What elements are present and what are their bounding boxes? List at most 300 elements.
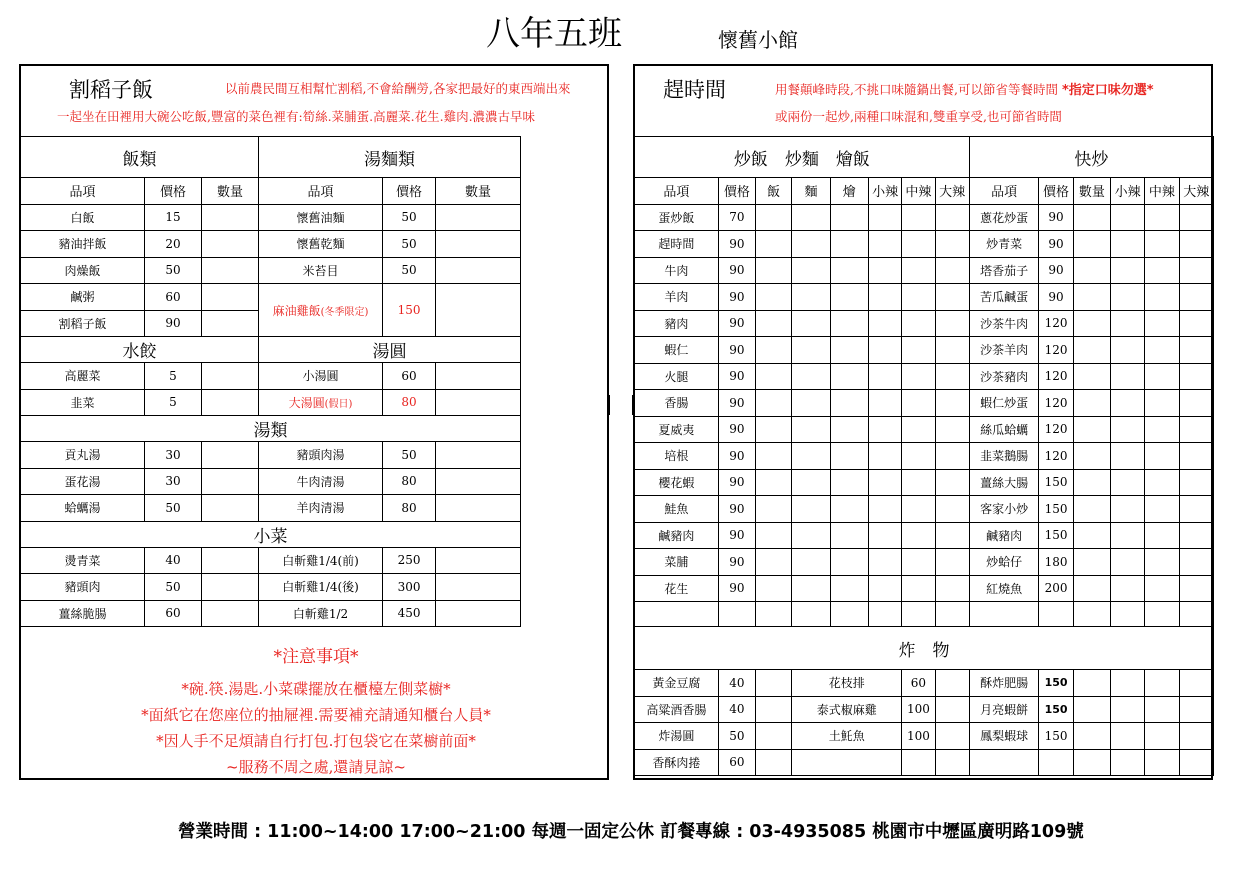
option-cell[interactable] — [792, 257, 830, 284]
option-cell[interactable] — [1145, 390, 1179, 417]
notice-line-4: ~服務不周之處,還請見諒~ — [226, 758, 406, 776]
option-cell[interactable] — [830, 522, 868, 549]
option-cell[interactable] — [792, 204, 830, 231]
item-price: 90 — [718, 390, 755, 417]
option-cell[interactable] — [868, 204, 901, 231]
item-name: 肉燥飯 — [21, 257, 145, 284]
column-header-hot: 大辣 — [935, 178, 969, 205]
option-cell[interactable] — [756, 204, 792, 231]
option-cell[interactable] — [792, 231, 830, 258]
option-cell[interactable] — [1111, 469, 1145, 496]
qty-cell[interactable] — [1111, 723, 1145, 750]
qty-cell[interactable] — [935, 723, 969, 750]
option-cell[interactable] — [1145, 522, 1179, 549]
option-cell[interactable] — [1111, 575, 1145, 602]
item-name: 花生 — [635, 575, 719, 602]
item-price: 300 — [383, 574, 436, 601]
table-row — [21, 137, 521, 178]
qty-cell[interactable] — [1145, 749, 1179, 776]
option-cell[interactable] — [792, 416, 830, 443]
qty-cell[interactable] — [1179, 696, 1213, 723]
item-name: 薑絲大腸 — [969, 469, 1039, 496]
qty-cell[interactable] — [1073, 749, 1110, 776]
option-cell[interactable] — [756, 522, 792, 549]
option-cell[interactable] — [902, 363, 935, 390]
qty-cell[interactable] — [436, 600, 521, 627]
item-name — [969, 749, 1039, 776]
option-cell[interactable] — [1073, 469, 1110, 496]
qty-cell[interactable] — [1111, 670, 1145, 697]
option-cell[interactable] — [935, 496, 969, 523]
item-name: 羊肉 — [635, 284, 719, 311]
option-cell[interactable] — [935, 284, 969, 311]
item-price: 20 — [145, 231, 202, 258]
item-price: 150 — [1039, 469, 1073, 496]
table-row — [21, 178, 521, 205]
option-cell[interactable] — [756, 469, 792, 496]
qty-cell[interactable] — [202, 284, 259, 311]
option-cell[interactable] — [1073, 443, 1110, 470]
option-cell[interactable] — [902, 337, 935, 364]
qty-cell[interactable] — [436, 442, 521, 469]
qty-cell[interactable] — [202, 231, 259, 258]
qty-cell[interactable] — [202, 310, 259, 337]
table-row — [635, 178, 1214, 205]
qty-cell[interactable] — [436, 495, 521, 522]
option-cell[interactable] — [830, 549, 868, 576]
option-cell[interactable] — [792, 390, 830, 417]
option-cell[interactable] — [756, 496, 792, 523]
option-cell[interactable] — [1145, 310, 1179, 337]
option-cell[interactable] — [1073, 284, 1110, 311]
option-cell[interactable] — [935, 257, 969, 284]
option-cell[interactable] — [1073, 231, 1110, 258]
qty-cell[interactable] — [436, 231, 521, 258]
option-cell[interactable] — [1145, 257, 1179, 284]
qty-cell[interactable] — [756, 749, 792, 776]
item-name: 高粱酒香腸 — [635, 696, 719, 723]
option-cell[interactable] — [1145, 443, 1179, 470]
option-cell[interactable] — [830, 363, 868, 390]
table-row — [635, 749, 1214, 776]
item-price: 90 — [145, 310, 202, 337]
column-header-price: 價格 — [145, 178, 202, 205]
option-cell[interactable] — [1179, 443, 1213, 470]
option-cell[interactable] — [756, 257, 792, 284]
option-cell[interactable] — [902, 257, 935, 284]
item-name: 夏威夷 — [635, 416, 719, 443]
option-cell[interactable] — [1179, 416, 1213, 443]
column-header-medium: 中辣 — [902, 178, 935, 205]
option-cell[interactable] — [756, 443, 792, 470]
option-cell[interactable] — [830, 204, 868, 231]
qty-cell[interactable] — [1179, 723, 1213, 750]
item-name: 懷舊油麵 — [259, 204, 383, 231]
section-header-sides: 小菜 — [21, 521, 521, 547]
option-cell[interactable] — [902, 522, 935, 549]
option-cell[interactable] — [902, 204, 935, 231]
qty-cell[interactable] — [1145, 696, 1179, 723]
qty-cell[interactable] — [756, 696, 792, 723]
option-cell[interactable] — [792, 496, 830, 523]
item-price: 50 — [383, 231, 436, 258]
option-cell[interactable] — [1179, 284, 1213, 311]
item-name: 香酥肉捲 — [635, 749, 719, 776]
column-header-mild: 小辣 — [868, 178, 901, 205]
option-cell[interactable] — [868, 310, 901, 337]
option-cell[interactable] — [868, 522, 901, 549]
option-cell[interactable] — [1179, 469, 1213, 496]
option-cell[interactable] — [792, 549, 830, 576]
item-price: 90 — [1039, 257, 1073, 284]
qty-cell[interactable] — [202, 389, 259, 416]
section-header-noodle-soup: 湯麵類 — [259, 137, 521, 178]
item-name: 豬肉 — [635, 310, 719, 337]
option-cell[interactable] — [935, 231, 969, 258]
option-cell[interactable] — [902, 443, 935, 470]
qty-cell[interactable] — [436, 547, 521, 574]
item-price: 90 — [718, 363, 755, 390]
item-name: 白斬雞1/4(後) — [259, 574, 383, 601]
option-cell[interactable] — [830, 257, 868, 284]
option-cell[interactable] — [935, 390, 969, 417]
option-cell[interactable] — [1179, 204, 1213, 231]
option-cell[interactable] — [868, 231, 901, 258]
option-cell[interactable] — [1073, 522, 1110, 549]
empty-cell — [902, 602, 935, 627]
option-cell[interactable] — [1179, 257, 1213, 284]
item-name: 花枝排 — [792, 670, 902, 697]
option-cell[interactable] — [1073, 204, 1110, 231]
empty-cell — [756, 602, 792, 627]
table-row — [635, 496, 1214, 523]
item-price: 150 — [1039, 496, 1073, 523]
qty-cell[interactable] — [436, 468, 521, 495]
option-cell[interactable] — [1145, 284, 1179, 311]
qty-cell[interactable] — [202, 442, 259, 469]
item-name: 蝦仁炒蛋 — [969, 390, 1039, 417]
option-cell[interactable] — [868, 337, 901, 364]
option-cell[interactable] — [935, 310, 969, 337]
option-cell[interactable] — [1073, 575, 1110, 602]
option-cell[interactable] — [1111, 496, 1145, 523]
item-price: 60 — [718, 749, 755, 776]
option-cell[interactable] — [830, 284, 868, 311]
qty-cell[interactable] — [756, 670, 792, 697]
option-cell[interactable] — [792, 337, 830, 364]
left-menu-panel — [19, 64, 609, 780]
option-cell[interactable] — [868, 496, 901, 523]
option-cell[interactable] — [830, 443, 868, 470]
option-cell[interactable] — [756, 390, 792, 417]
table-row — [635, 137, 1214, 178]
qty-cell[interactable] — [935, 670, 969, 697]
option-cell[interactable] — [902, 469, 935, 496]
option-cell[interactable] — [1111, 549, 1145, 576]
table-row — [21, 363, 521, 390]
option-cell[interactable] — [792, 522, 830, 549]
option-cell[interactable] — [868, 443, 901, 470]
qty-cell[interactable] — [1111, 749, 1145, 776]
option-cell[interactable] — [756, 337, 792, 364]
item-name: 豬頭肉 — [21, 574, 145, 601]
option-cell[interactable] — [1179, 231, 1213, 258]
item-name: 鮭魚 — [635, 496, 719, 523]
item-name: 紅燒魚 — [969, 575, 1039, 602]
option-cell[interactable] — [1073, 337, 1110, 364]
table-row — [21, 468, 521, 495]
qty-cell[interactable] — [436, 257, 521, 284]
option-cell[interactable] — [868, 416, 901, 443]
option-cell[interactable] — [1073, 416, 1110, 443]
option-cell[interactable] — [1073, 310, 1110, 337]
item-price: 50 — [383, 442, 436, 469]
option-cell[interactable] — [1111, 204, 1145, 231]
option-cell[interactable] — [830, 496, 868, 523]
table-row — [635, 549, 1214, 576]
option-cell[interactable] — [1179, 363, 1213, 390]
option-cell[interactable] — [830, 231, 868, 258]
option-cell[interactable] — [935, 416, 969, 443]
qty-cell[interactable] — [1179, 670, 1213, 697]
option-cell[interactable] — [756, 284, 792, 311]
option-cell[interactable] — [830, 416, 868, 443]
qty-cell[interactable] — [436, 574, 521, 601]
option-cell[interactable] — [902, 416, 935, 443]
option-cell[interactable] — [868, 549, 901, 576]
table-row — [21, 389, 521, 416]
option-cell[interactable] — [792, 443, 830, 470]
item-name: 鹹豬肉 — [635, 522, 719, 549]
qty-cell[interactable] — [1111, 696, 1145, 723]
option-cell[interactable] — [1179, 549, 1213, 576]
option-cell[interactable] — [902, 390, 935, 417]
item-name: 蛋花湯 — [21, 468, 145, 495]
option-cell[interactable] — [1179, 390, 1213, 417]
item-price: 60 — [145, 600, 202, 627]
option-cell[interactable] — [902, 284, 935, 311]
item-name: 豬油拌飯 — [21, 231, 145, 258]
option-cell[interactable] — [1145, 575, 1179, 602]
qty-cell[interactable] — [436, 204, 521, 231]
option-cell[interactable] — [1145, 363, 1179, 390]
qty-cell[interactable] — [935, 696, 969, 723]
item-name-text: 大湯圓 — [288, 395, 325, 410]
qty-cell[interactable] — [202, 257, 259, 284]
empty-cell — [1111, 602, 1145, 627]
option-cell[interactable] — [902, 310, 935, 337]
section-header-quick-fry: 快炒 — [969, 137, 1213, 178]
item-name: 鹹粥 — [21, 284, 145, 311]
option-cell[interactable] — [1073, 257, 1110, 284]
empty-cell — [792, 602, 830, 627]
option-cell[interactable] — [1179, 496, 1213, 523]
option-cell[interactable] — [1145, 337, 1179, 364]
item-price: 50 — [383, 257, 436, 284]
option-cell[interactable] — [792, 575, 830, 602]
option-cell[interactable] — [1145, 204, 1179, 231]
item-name: 鳳梨蝦球 — [969, 723, 1039, 750]
option-cell[interactable] — [1111, 310, 1145, 337]
option-cell[interactable] — [792, 310, 830, 337]
option-cell[interactable] — [1073, 496, 1110, 523]
qty-cell[interactable] — [202, 547, 259, 574]
option-cell[interactable] — [1145, 416, 1179, 443]
option-cell[interactable] — [1145, 469, 1179, 496]
item-name: 炒青菜 — [969, 231, 1039, 258]
column-header-item: 品項 — [259, 178, 383, 205]
qty-cell[interactable] — [1073, 696, 1110, 723]
option-cell[interactable] — [792, 469, 830, 496]
qty-cell[interactable] — [436, 389, 521, 416]
option-cell[interactable] — [830, 337, 868, 364]
table-row — [21, 495, 521, 522]
item-name: 沙茶羊肉 — [969, 337, 1039, 364]
item-price: 60 — [145, 284, 202, 311]
option-cell[interactable] — [902, 231, 935, 258]
option-cell[interactable] — [868, 469, 901, 496]
option-cell[interactable] — [756, 416, 792, 443]
item-note: (假日) — [324, 398, 353, 410]
empty-cell — [830, 602, 868, 627]
option-cell[interactable] — [1179, 575, 1213, 602]
section-header-tangyuan: 湯圓 — [259, 337, 521, 363]
option-cell[interactable] — [868, 390, 901, 417]
notice-line-3: *因人手不足煩請自行打包.打包袋它在菜櫥前面* — [156, 732, 476, 750]
option-cell[interactable] — [1145, 231, 1179, 258]
option-cell[interactable] — [902, 575, 935, 602]
column-header-braise: 燴 — [830, 178, 868, 205]
table-row — [635, 522, 1214, 549]
item-price: 100 — [902, 723, 935, 750]
qty-cell[interactable] — [202, 495, 259, 522]
option-cell[interactable] — [1073, 390, 1110, 417]
qty-cell[interactable] — [436, 284, 521, 337]
right-intro-line1 — [775, 79, 1154, 98]
item-name: 客家小炒 — [969, 496, 1039, 523]
option-cell[interactable] — [1111, 284, 1145, 311]
qty-cell[interactable] — [202, 574, 259, 601]
option-cell[interactable] — [1111, 231, 1145, 258]
item-price: 120 — [1039, 416, 1073, 443]
option-cell[interactable] — [868, 363, 901, 390]
item-name: 酥炸肥腸 — [969, 670, 1039, 697]
notice-line-1: *碗.筷.湯匙.小菜碟擺放在櫃檯左側菜櫥* — [181, 680, 451, 698]
option-cell[interactable] — [935, 522, 969, 549]
option-cell[interactable] — [1111, 363, 1145, 390]
qty-cell[interactable] — [1179, 749, 1213, 776]
table-row — [21, 547, 521, 574]
option-cell[interactable] — [935, 363, 969, 390]
option-cell[interactable] — [935, 443, 969, 470]
qty-cell[interactable] — [1073, 723, 1110, 750]
option-cell[interactable] — [1179, 522, 1213, 549]
option-cell[interactable] — [830, 469, 868, 496]
option-cell[interactable] — [756, 231, 792, 258]
option-cell[interactable] — [1145, 549, 1179, 576]
option-cell[interactable] — [756, 310, 792, 337]
item-price: 90 — [718, 337, 755, 364]
table-row — [21, 231, 521, 258]
option-cell[interactable] — [756, 363, 792, 390]
option-cell[interactable] — [1179, 337, 1213, 364]
item-price: 90 — [718, 496, 755, 523]
table-row — [21, 257, 521, 284]
item-price: 90 — [718, 575, 755, 602]
qty-cell[interactable] — [1145, 723, 1179, 750]
item-name: 蛤蠣湯 — [21, 495, 145, 522]
option-cell[interactable] — [935, 469, 969, 496]
option-cell[interactable] — [756, 549, 792, 576]
option-cell[interactable] — [1111, 257, 1145, 284]
notice-title: *注意事項* — [273, 647, 359, 667]
footer-info: 營業時間 : 11:00~14:00 17:00~21:00 每週一固定公休 訂餐專線 : 03-4935085 桃園市中壢區廣明路109號 — [178, 822, 1084, 842]
qty-cell[interactable] — [202, 468, 259, 495]
qty-cell[interactable] — [935, 749, 969, 776]
option-cell[interactable] — [1145, 496, 1179, 523]
restaurant-subtitle: 懷舊小館 — [718, 28, 798, 52]
option-cell[interactable] — [792, 363, 830, 390]
option-cell[interactable] — [1111, 337, 1145, 364]
item-price: 180 — [1039, 549, 1073, 576]
item-price: 120 — [1039, 390, 1073, 417]
table-row — [21, 521, 521, 547]
item-price: 90 — [718, 416, 755, 443]
option-cell[interactable] — [935, 549, 969, 576]
option-cell[interactable] — [830, 575, 868, 602]
option-cell[interactable] — [868, 257, 901, 284]
option-cell[interactable] — [1073, 363, 1110, 390]
option-cell[interactable] — [1111, 390, 1145, 417]
column-header-qty: 數量 — [1073, 178, 1110, 205]
option-cell[interactable] — [935, 204, 969, 231]
item-price: 5 — [145, 389, 202, 416]
option-cell[interactable] — [902, 549, 935, 576]
option-cell[interactable] — [1111, 416, 1145, 443]
option-cell[interactable] — [792, 284, 830, 311]
option-cell[interactable] — [868, 575, 901, 602]
option-cell[interactable] — [935, 575, 969, 602]
option-cell[interactable] — [1111, 522, 1145, 549]
item-price: 100 — [902, 696, 935, 723]
item-price: 50 — [145, 574, 202, 601]
item-name: 牛肉 — [635, 257, 719, 284]
option-cell[interactable] — [868, 284, 901, 311]
option-cell[interactable] — [830, 390, 868, 417]
item-price: 80 — [383, 495, 436, 522]
option-cell[interactable] — [1111, 443, 1145, 470]
qty-cell[interactable] — [1073, 670, 1110, 697]
item-price: 150 — [1039, 696, 1073, 723]
qty-cell[interactable] — [436, 363, 521, 390]
item-name: 蝦仁 — [635, 337, 719, 364]
qty-cell[interactable] — [202, 363, 259, 390]
item-price: 90 — [1039, 231, 1073, 258]
qty-cell[interactable] — [1145, 670, 1179, 697]
option-cell[interactable] — [902, 496, 935, 523]
qty-cell[interactable] — [202, 204, 259, 231]
qty-cell[interactable] — [202, 600, 259, 627]
option-cell[interactable] — [935, 337, 969, 364]
item-name: 火腿 — [635, 363, 719, 390]
option-cell[interactable] — [1073, 549, 1110, 576]
table-row — [21, 416, 521, 442]
option-cell[interactable] — [1179, 310, 1213, 337]
table-row — [635, 337, 1214, 364]
qty-cell[interactable] — [756, 723, 792, 750]
option-cell[interactable] — [756, 575, 792, 602]
option-cell[interactable] — [830, 310, 868, 337]
